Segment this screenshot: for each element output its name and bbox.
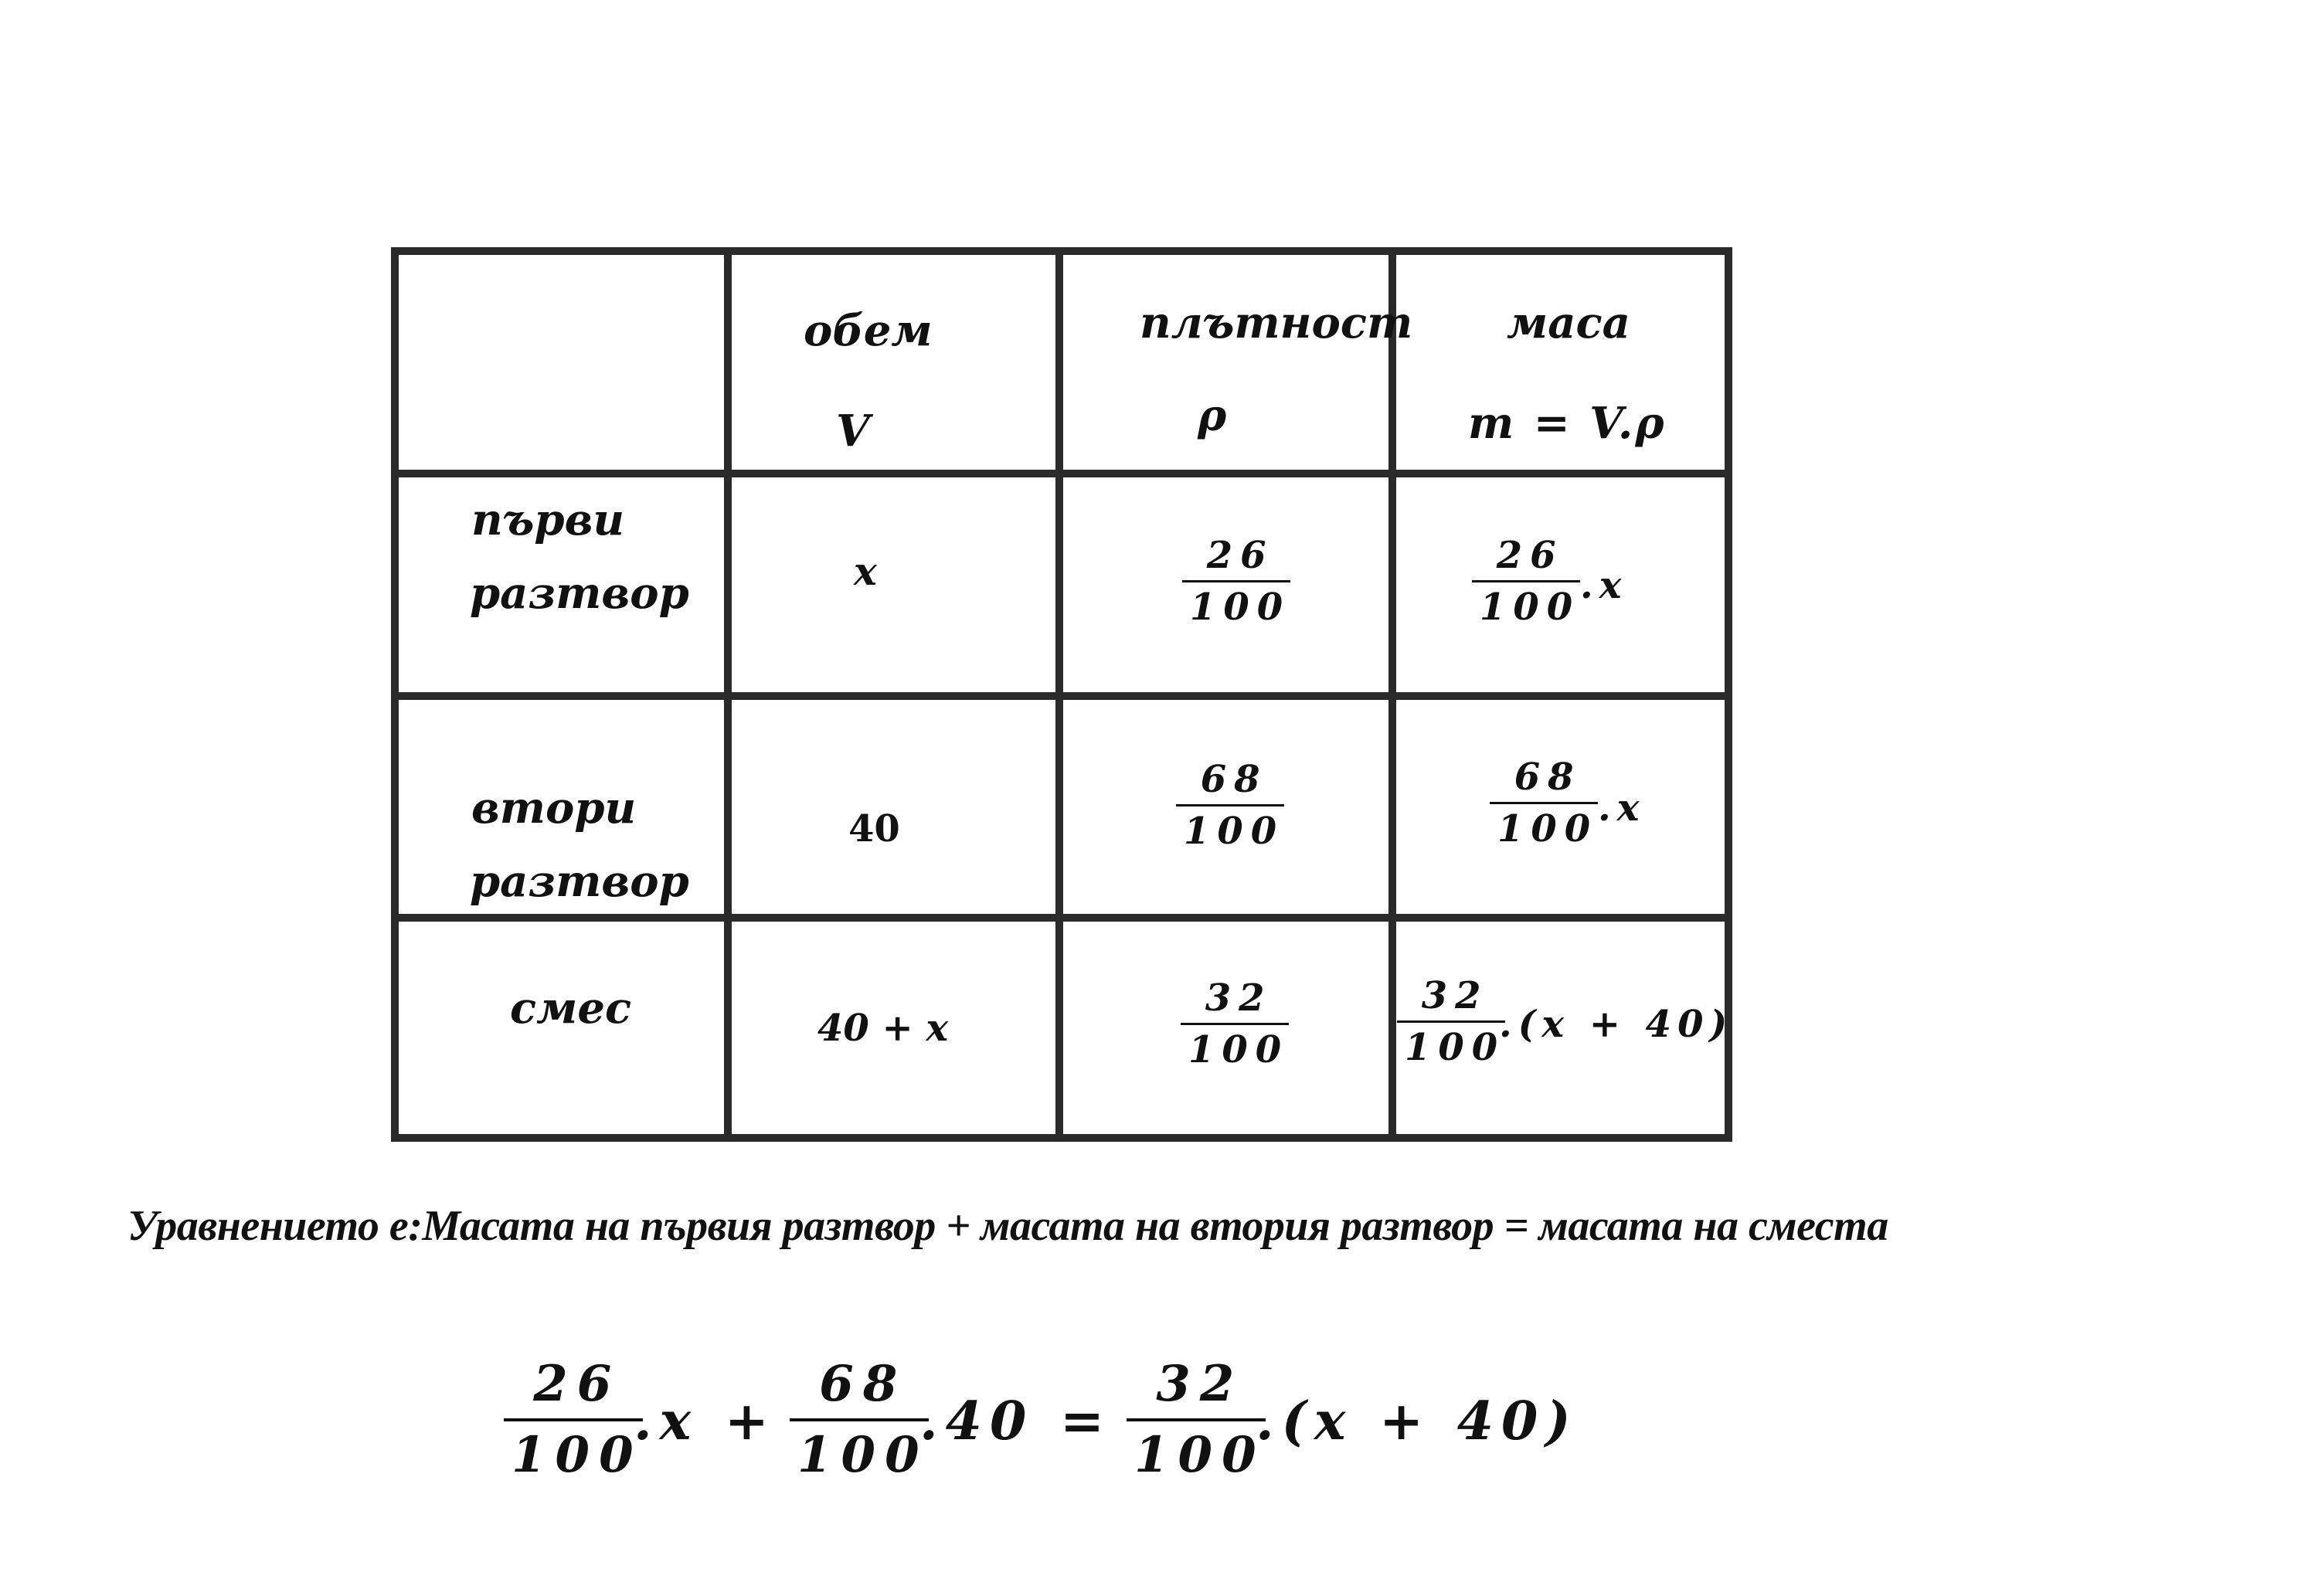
- equation-term3-fraction: [1127, 1355, 1266, 1484]
- fraction-denominator: 100: [1134, 1426, 1266, 1484]
- fraction-bar: [1490, 802, 1598, 804]
- fraction-denominator: 100: [1405, 1026, 1506, 1069]
- equation-term1-fraction: [504, 1355, 643, 1484]
- fraction-numerator: 68: [1200, 758, 1268, 801]
- row3-volume: 40 + x: [817, 1007, 949, 1050]
- row3-density-fraction: [1181, 976, 1290, 1071]
- row1-mass-fraction: [1472, 534, 1581, 629]
- fraction-numerator: 32: [1205, 976, 1273, 1020]
- fraction-numerator: 32: [1156, 1355, 1244, 1413]
- fraction-bar: [1181, 1023, 1289, 1025]
- equation-term2-tail: .40 =: [919, 1391, 1112, 1452]
- fraction-numerator: 68: [819, 1355, 907, 1413]
- fraction-bar: [504, 1418, 643, 1421]
- equation-sentence: Уравнението е:Масата на първия разтвор + масата на втория разтвор = масата на сместа: [127, 1202, 1888, 1250]
- row1-volume: x: [854, 548, 882, 594]
- row2-name-line2: разтвор: [470, 856, 689, 907]
- fraction-denominator: 100: [512, 1426, 643, 1484]
- fraction-denominator: 100: [797, 1426, 929, 1484]
- row2-volume: 40: [848, 807, 900, 851]
- fraction-bar: [1472, 580, 1580, 582]
- fraction-bar: [1397, 1020, 1505, 1023]
- header-mass-label: маса: [1507, 297, 1630, 348]
- fraction-numerator: 32: [1421, 974, 1489, 1017]
- fraction-bar: [1176, 804, 1284, 806]
- header-volume-label: обем: [804, 305, 933, 356]
- fraction-denominator: 100: [1184, 810, 1285, 853]
- row3-mass-tail: .(x + 40): [1499, 1003, 1734, 1046]
- row1-name-line1: първи: [471, 494, 625, 545]
- row2-mass-tail: .x: [1598, 786, 1646, 830]
- grid-line: [391, 1134, 1732, 1142]
- row1-mass-tail: .x: [1580, 564, 1628, 607]
- fraction-bar: [790, 1418, 929, 1421]
- row2-density-fraction: [1176, 758, 1285, 853]
- equation-term3-tail: .(x + 40): [1256, 1391, 1579, 1452]
- equation-term1-tail: .x +: [634, 1391, 777, 1452]
- header-density-symbol: ρ: [1198, 390, 1227, 441]
- row1-density-fraction: [1182, 534, 1291, 629]
- header-density-label: плътност: [1140, 297, 1413, 348]
- fraction-numerator: 26: [1496, 534, 1564, 577]
- equation-term2-fraction: [790, 1355, 929, 1484]
- fraction-bar: [1127, 1418, 1266, 1421]
- fraction-numerator: 68: [1514, 756, 1582, 799]
- fraction-denominator: 100: [1188, 1028, 1290, 1071]
- row1-name-line2: разтвор: [470, 568, 689, 619]
- fraction-numerator: 26: [533, 1355, 621, 1413]
- fraction-denominator: 100: [1497, 807, 1599, 851]
- row3-mass-fraction: [1397, 974, 1506, 1069]
- grid-line: [391, 470, 1732, 477]
- grid-line: [391, 914, 1732, 922]
- row3-name: смес: [510, 983, 632, 1034]
- fraction-numerator: 26: [1206, 534, 1274, 577]
- grid-line: [391, 692, 1732, 700]
- header-mass-formula: m = V.ρ: [1468, 398, 1667, 449]
- fraction-denominator: 100: [1480, 586, 1581, 629]
- grid-line: [391, 247, 1732, 255]
- fraction-denominator: 100: [1190, 586, 1291, 629]
- header-volume-symbol: V: [836, 406, 870, 457]
- row2-mass-fraction: [1490, 756, 1599, 851]
- fraction-bar: [1182, 580, 1290, 582]
- row2-name-line1: втори: [471, 783, 637, 834]
